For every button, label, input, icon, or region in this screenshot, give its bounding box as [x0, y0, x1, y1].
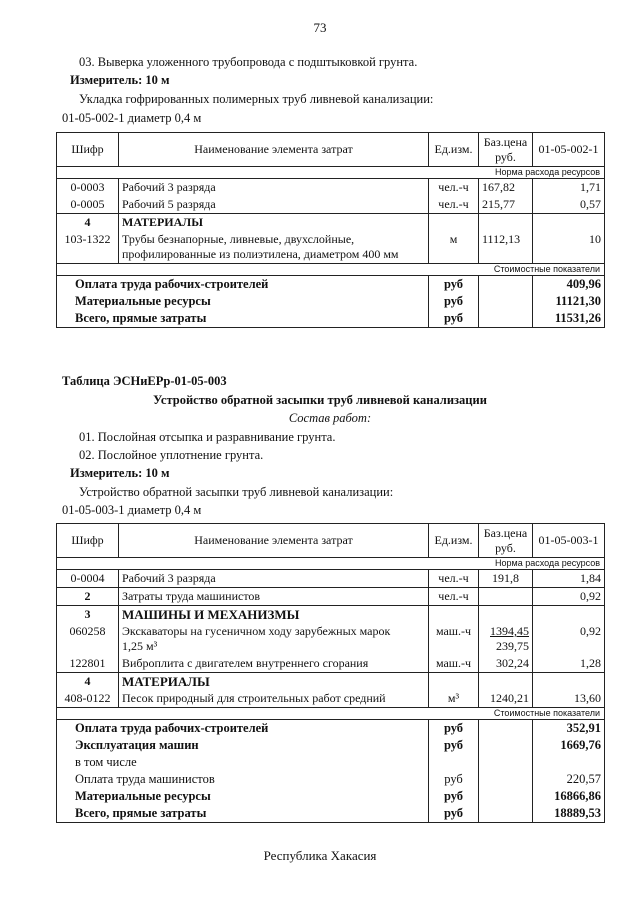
total-unit: руб: [429, 788, 479, 805]
total-value: 1669,76: [533, 737, 605, 754]
header-code: Шифр: [57, 133, 119, 167]
row-price: 1112,13: [479, 231, 533, 264]
row-unit: м: [429, 231, 479, 264]
row-price: [479, 588, 533, 606]
section-code: 4: [57, 214, 119, 232]
row-value: 13,60: [533, 690, 605, 708]
row-price: 191,8: [479, 570, 533, 588]
total-unit: руб: [429, 771, 479, 788]
total-name: Оплата труда рабочих-строителей: [57, 276, 429, 294]
work-step: 01. Послойная отсыпка и разравнивание грунта.: [79, 430, 336, 444]
header-unit: Ед.изм.: [429, 524, 479, 558]
total-value: 18889,53: [533, 805, 605, 823]
description: Укладка гофрированных полимерных труб ливневой канализации:: [79, 92, 434, 106]
row-price: 215,77: [479, 196, 533, 214]
total-unit: руб: [429, 805, 479, 823]
section-title: МАТЕРИАЛЫ: [119, 673, 429, 691]
row-code: 060258: [57, 623, 119, 655]
row-code: 2: [57, 588, 119, 606]
row-name: Трубы безнапорные, ливневые, двухслойные, профилированные из полиэтилена, диаметром 400 мм: [119, 231, 429, 264]
row-value: 1,71: [533, 179, 605, 197]
row-code: 0-0005: [57, 196, 119, 214]
row-code: 103-1322: [57, 231, 119, 264]
row-name: Рабочий 5 разряда: [119, 196, 429, 214]
row-value: 0,92: [533, 623, 605, 655]
page-number: 73: [313, 20, 327, 35]
description: Устройство обратной засыпки труб ливневой канализации:: [79, 485, 394, 499]
total-name: Эксплуатация машин: [57, 737, 429, 754]
cost-table-2: [56, 523, 605, 823]
total-name: Оплата труда рабочих-строителей: [57, 720, 429, 738]
row-value: 1,28: [533, 655, 605, 673]
table-title: Таблица ЭСНиЕРр-01-05-003: [62, 374, 227, 388]
row-price: 1240,21: [479, 690, 533, 708]
total-value: 16866,86: [533, 788, 605, 805]
meter-label: Измеритель: 10 м: [70, 73, 170, 87]
total-name: Всего, прямые затраты: [57, 310, 429, 328]
header-norm: 01-05-003-1: [533, 524, 605, 558]
row-unit: маш.-ч: [429, 623, 479, 655]
row-value: 1,84: [533, 570, 605, 588]
total-name: Всего, прямые затраты: [57, 805, 429, 823]
row-price: 167,82: [479, 179, 533, 197]
row-code: 122801: [57, 655, 119, 673]
total-unit: руб: [429, 293, 479, 310]
row-code: 0-0004: [57, 570, 119, 588]
total-value: 352,91: [533, 720, 605, 738]
total-unit: руб: [429, 737, 479, 754]
total-name: Материальные ресурсы: [57, 788, 429, 805]
row-name: Рабочий 3 разряда: [119, 570, 429, 588]
header-name: Наименование элемента затрат: [119, 524, 429, 558]
total-name: Оплата труда машинистов: [57, 771, 429, 788]
header-price: Баз.цена руб.: [479, 524, 533, 558]
total-value: 220,57: [533, 771, 605, 788]
section-code: 3: [57, 606, 119, 624]
work-step: 02. Послойное уплотнение грунта.: [79, 448, 264, 462]
section-subtitle: Устройство обратной засыпки труб ливневой канализации: [153, 393, 487, 407]
total-unit: руб: [429, 276, 479, 294]
total-unit: руб: [429, 310, 479, 328]
row-value: 10: [533, 231, 605, 264]
row-code: 0-0003: [57, 179, 119, 197]
row-price: 302,24: [479, 655, 533, 673]
row-name: Рабочий 3 разряда: [119, 179, 429, 197]
total-value: 11531,26: [533, 310, 605, 328]
row-unit: чел.-ч: [429, 196, 479, 214]
header-code: Шифр: [57, 524, 119, 558]
total-value: 409,96: [533, 276, 605, 294]
header-price: Баз.цена руб.: [479, 133, 533, 167]
cost-caption: Стоимостные показатели: [57, 264, 605, 276]
total-unit: руб: [429, 720, 479, 738]
norm-caption: Норма расхода ресурсов: [57, 167, 605, 179]
norm-caption: Норма расхода ресурсов: [57, 558, 605, 570]
row-name: Затраты труда машинистов: [119, 588, 429, 606]
row-unit: чел.-ч: [429, 588, 479, 606]
composition-label: Состав работ:: [288, 411, 372, 425]
row-unit: м³: [429, 690, 479, 708]
row-name: Экскаваторы на гусеничном ходу зарубежных марок 1,25 м³: [119, 623, 429, 655]
footer-region: Республика Хакасия: [263, 848, 377, 863]
cost-caption: Стоимостные показатели: [57, 708, 605, 720]
section-title: МАШИНЫ И МЕХАНИЗМЫ: [119, 606, 429, 624]
total-name: Материальные ресурсы: [57, 293, 429, 310]
row-value: 0,92: [533, 588, 605, 606]
work-item: 03. Выверка уложенного трубопровода с подштыковкой грунта.: [79, 55, 418, 69]
row-name: Песок природный для строительных работ средний: [119, 690, 429, 708]
row-unit: чел.-ч: [429, 179, 479, 197]
section-title: МАТЕРИАЛЫ: [119, 214, 429, 232]
meter-label: Измеритель: 10 м: [70, 466, 170, 480]
header-name: Наименование элемента затрат: [119, 133, 429, 167]
code-line: 01-05-003-1 диаметр 0,4 м: [62, 503, 202, 517]
row-price: 1394,45 239,75: [479, 623, 533, 655]
header-unit: Ед.изм.: [429, 133, 479, 167]
section-code: 4: [57, 673, 119, 691]
header-norm: 01-05-002-1: [533, 133, 605, 167]
code-line: 01-05-002-1 диаметр 0,4 м: [62, 111, 202, 125]
cost-table-1: [56, 132, 605, 328]
row-value: 0,57: [533, 196, 605, 214]
row-name: Виброплита с двигателем внутреннего сгорания: [119, 655, 429, 673]
row-code: 408-0122: [57, 690, 119, 708]
total-name: в том числе: [57, 754, 429, 771]
row-unit: чел.-ч: [429, 570, 479, 588]
row-unit: маш.-ч: [429, 655, 479, 673]
total-value: 11121,30: [533, 293, 605, 310]
